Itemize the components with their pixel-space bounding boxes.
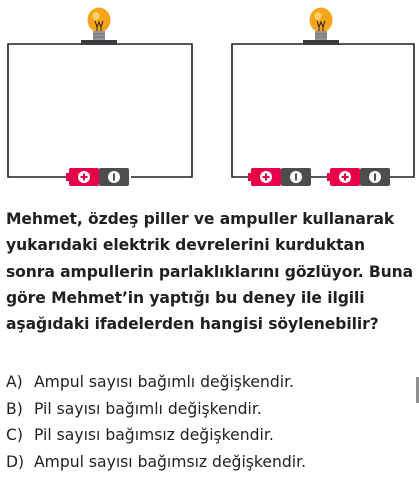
option-letter: A) <box>6 373 23 391</box>
option-letter: D) <box>6 452 25 471</box>
answer-options <box>6 369 306 475</box>
battery-icon <box>248 168 311 186</box>
option-c[interactable] <box>6 422 306 449</box>
option-letter: B) <box>6 399 23 418</box>
light-bulb-icon <box>81 8 117 46</box>
question-text: Mehmet, özdeş piller ve ampuller kullanarak yukarıdaki elektrik devrelerini kurduktan sonra ampullerin parlaklıklarını gözlüyor. Buna göre Mehmet’in yaptığı bu deney ile ilgili aşağıdaki ifadelerden hangisi söylenebilir? <box>6 210 414 334</box>
circuit-left <box>8 8 192 187</box>
option-a[interactable] <box>6 369 306 396</box>
circuit-figure <box>0 0 419 200</box>
option-letter: C) <box>6 426 23 444</box>
battery-icon <box>327 168 390 186</box>
light-bulb-icon <box>303 8 339 46</box>
option-b[interactable] <box>6 396 306 423</box>
battery-icon <box>66 168 129 186</box>
option-text: Ampul sayısı bağımlı değişkendir. <box>34 373 295 391</box>
circuit-right <box>232 8 414 187</box>
option-text: Ampul sayısı bağımsız değişkendir. <box>34 452 307 471</box>
option-d[interactable] <box>6 449 306 476</box>
option-text: Pil sayısı bağımsız değişkendir. <box>34 426 274 444</box>
option-text: Pil sayısı bağımlı değişkendir. <box>34 399 262 418</box>
